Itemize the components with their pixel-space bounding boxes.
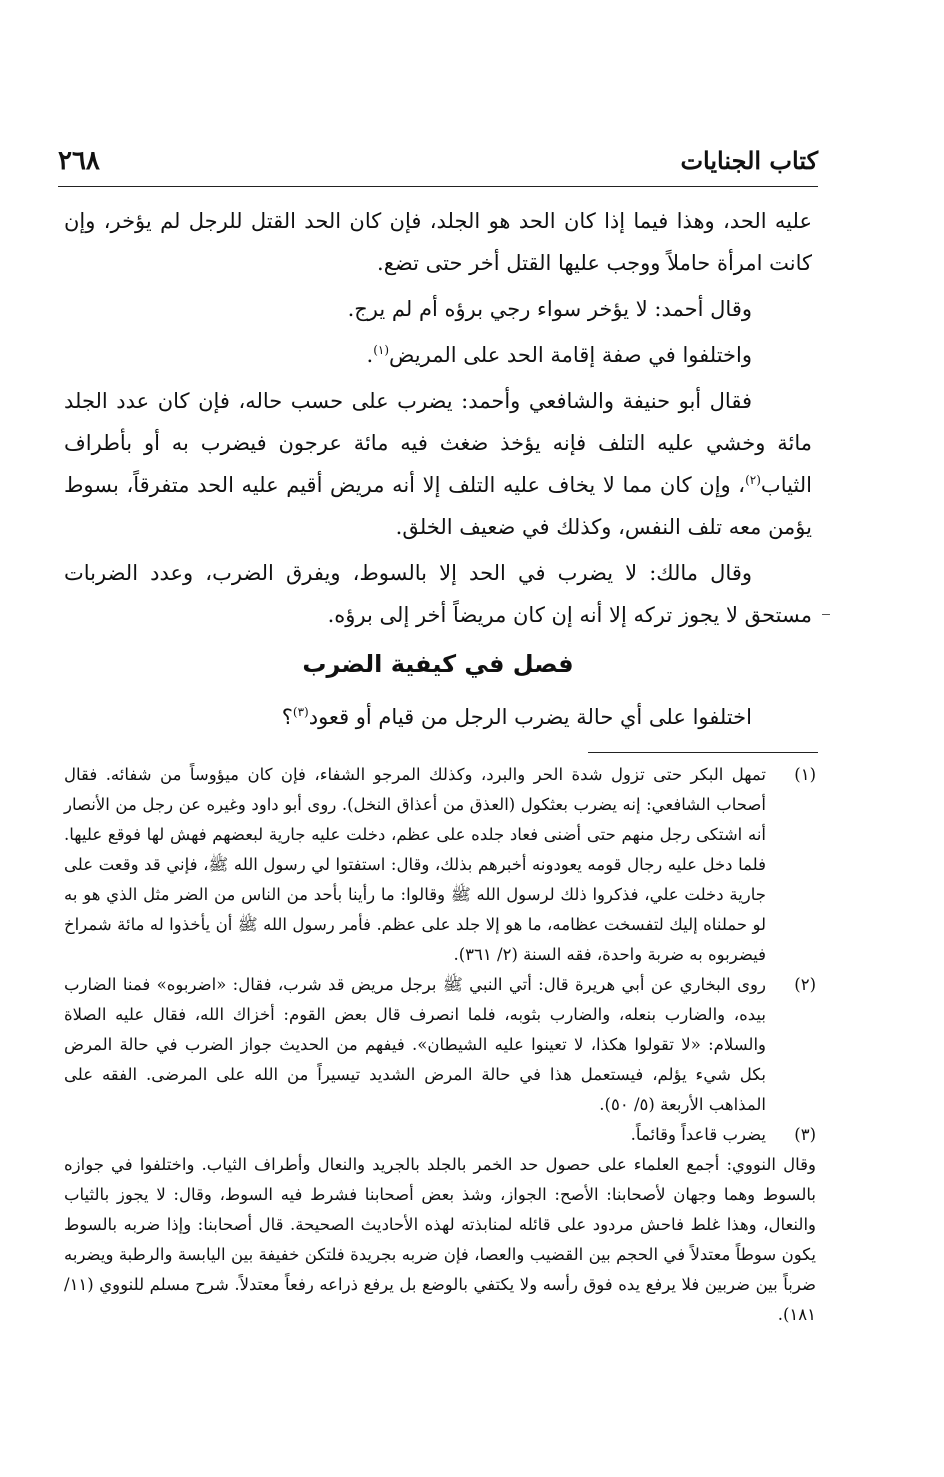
footnote-text: يضرب قاعداً وقائماً. [630, 1125, 766, 1144]
margin-mark [822, 614, 830, 615]
header-rule [58, 186, 818, 187]
page-header [58, 146, 818, 186]
footnote-3-continuation: وقال النووي: أجمع العلماء على حصول حد الخمر بالجلد بالجريد والنعال وأطراف الثياب. واختلفوا في جوازه بالسوط وهما وجهان لأصحابنا: الأصح: الجواز، وشذ بعض أصحابنا فشرط فيه السوط، وقال: لا يجوز بالثياب والنعال، وهذا غلط فاحش مردود على قائله لمنابذته لهذه الأحاديث الصحيحة. قال أصحابنا: وإذا ضربه بالسوط يكون سوطاً معتدلاً في الحجم بين القضيب والعصا، فإن ضربه بجريدة فلتكن خفيفة بين اليابسة والرطبة ويضربه ضرباً بين ضربين فلا يرفع يده فوق رأسه ولا يكتفي بالوضع بل يرفع ذراعه رفعاً معتدلاً. شرح مسلم للنووي (١١/ ١٨١). [64, 1155, 816, 1324]
footnote-number: (٢) [794, 975, 816, 994]
footnote-ref-2: (٢) [745, 473, 761, 487]
footnote-separator [588, 752, 818, 753]
footnote-1 [64, 760, 816, 970]
paragraph-2: وقال أحمد: لا يؤخر سواء رجي برؤه أم لم يرج. [347, 297, 752, 321]
question-mark: ؟ [281, 705, 293, 729]
paragraph-4-text-a: فقال أبو حنيفة والشافعي وأحمد: يضرب على حسب حاله، فإن كان عدد الجلد مائة وخشي عليه التلف فإنه يؤخذ ضغث فيه مائة عرجون فيضرب به أو بأطراف الثياب [64, 389, 812, 497]
question-text: اختلفوا على أي حالة يضرب الرجل من قيام أو قعود [308, 705, 752, 729]
footnote-number: (٣) [794, 1125, 816, 1144]
footnote-ref-3: (٣) [292, 705, 309, 719]
section-question [64, 696, 812, 738]
running-title: كتاب الجنايات [680, 146, 818, 175]
footnote-text: روى البخاري عن أبي هريرة قال: أتي النبي ﷺ برجل مريض قد شرب، فقال: «اضربوه» فمنا الضارب بيده، والضارب بنعله، والضارب بثوبه، فلما انصرف قال بعض القوم: أخزاك الله، فقال عليه الصلاة والسلام: «لا تقولوا هكذا، لا تعينوا عليه الشيطان». فيفهم من الحديث جواز الضرب في حالة المرض بكل شيء يؤلم، فيستعمل هذا في حالة المرض الشديد تيسيراً من الله على المرضى. الفقه على المذاهب الأربعة (٥/ ٥٠). [64, 975, 766, 1114]
footnote-ref-1: (١) [373, 343, 390, 357]
footnotes [64, 760, 816, 1330]
paragraph-1: عليه الحد، وهذا فيما إذا كان الحد هو الجلد، فإن كان الحد القتل للرجل لم يؤخر، وإن كانت امرأة حاملاً ووجب عليها القتل أخر حتى تضع. [64, 209, 812, 275]
paragraph-3-text: واختلفوا في صفة إقامة الحد على المريض [389, 343, 752, 367]
paragraph-3-end: . [366, 343, 374, 367]
main-text [64, 200, 812, 640]
footnote-3 [64, 1120, 816, 1150]
paragraph-5: وقال مالك: لا يضرب في الحد إلا بالسوط، ويفرق الضرب، وعدد الضربات مستحق لا يجوز تركه إلا أنه إن كان مريضاً أخر إلى برؤه. [64, 561, 812, 627]
page-number: ٢٦٨ [58, 146, 100, 176]
footnote-number: (١) [794, 765, 816, 784]
footnote-text: تمهل البكر حتى تزول شدة الحر والبرد، وكذلك المرجو الشفاء، فإن كان ميؤوساً من شفائه. فقال أصحاب الشافعي: إنه يضرب بعثكول (العذق من أعذاق النخل). روى أبو داود وغيره عن رجل من الأنصار أنه اشتكى رجل منهم حتى أضنى فعاد جلده على عظم، دخلت عليه جارية لبعضهم فهش لها فوقع عليها. فلما دخل عليه رجال قومه يعودونه أخبرهم بذلك، وقال: استفتوا لي رسول الله ﷺ، فإني قد وقعت على جارية دخلت علي، فذكروا ذلك لرسول الله ﷺ وقالوا: ما رأينا بأحد من الناس من الضر مثل الذي هو به لو حملناه إليك لتفسخت عظامه، ما هو إلا جلد على عظم. فأمر رسول الله ﷺ أن يأخذوا له مائة شمراخ فيضربوه به ضربة واحدة، فقه السنة (٢/ ٣٦١). [64, 765, 766, 964]
footnote-2 [64, 970, 816, 1120]
section-title: فصل في كيفية الضرب [302, 650, 574, 678]
paragraph-3 [64, 334, 812, 376]
paragraph-4-text-b: ، وإن كان مما لا يخاف عليه التلف إلا أنه مريض أقيم عليه الحد متفرقاً، بسوط يؤمن معه تلف النفس، وكذلك في ضعيف الخلق. [64, 473, 812, 539]
paragraph-4 [64, 380, 812, 548]
